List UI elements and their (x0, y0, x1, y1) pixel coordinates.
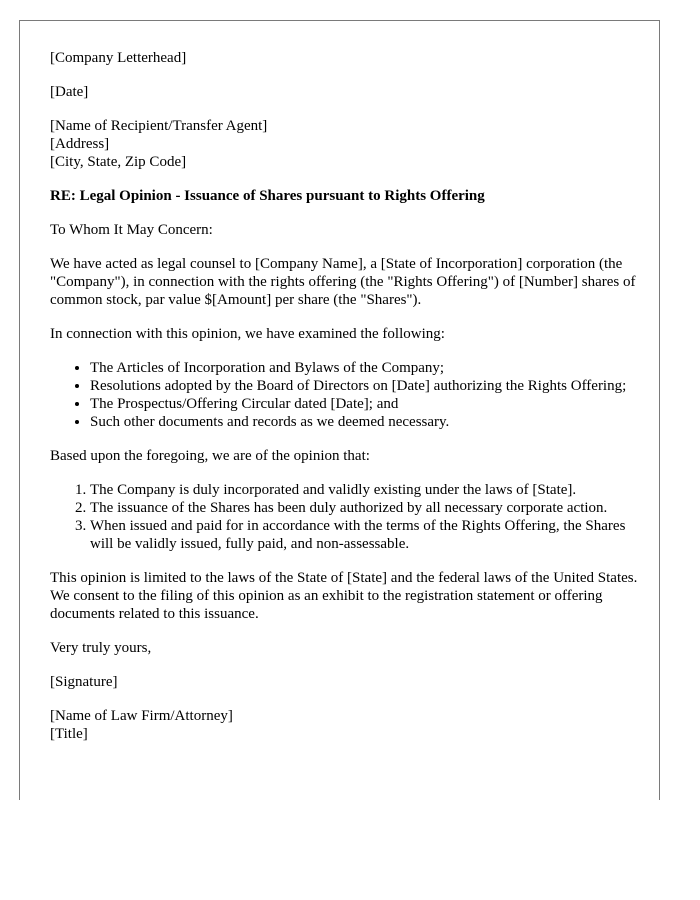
list-item: • The Prospectus/Offering Circular dated [Date]; and (90, 395, 640, 413)
recipient-address: [Address] (50, 136, 110, 152)
closing: Very truly yours, (50, 640, 152, 656)
signer-block (50, 707, 640, 743)
examined-intro: In connection with this opinion, we have examined the following: (50, 326, 445, 342)
letter-page (19, 20, 660, 800)
recipient-city: [City, State, Zip Code] (50, 154, 187, 170)
salutation: To Whom It May Concern: (50, 222, 213, 238)
list-item: 2. The issuance of the Shares has been duly authorized by all necessary corporate action. (90, 499, 640, 517)
letter-date: [Date] (50, 84, 89, 100)
examined-list (50, 359, 640, 431)
recipient-name: [Name of Recipient/Transfer Agent] (50, 118, 268, 134)
list-item: 3. When issued and paid for in accordance with the terms of the Rights Offering, the Shares will be validly issued, fully paid, and non-assessable. (90, 517, 640, 553)
opinion-list (50, 481, 640, 553)
list-item: • Resolutions adopted by the Board of Directors on [Date] authorizing the Rights Offering; (90, 377, 640, 395)
list-item: • Such other documents and records as we deemed necessary. (90, 413, 640, 431)
limitation-paragraph: This opinion is limited to the laws of the State of [State] and the federal laws of the United States. We consent to the filing of this opinion as an exhibit to the registration statement or offering documents related to this issuance. (50, 570, 638, 622)
signature: [Signature] (50, 674, 118, 690)
intro-paragraph: We have acted as legal counsel to [Company Name], a [State of Incorporation] corporation (the "Company"), in connection with the rights offering (the "Rights Offering") of [Number] shares of common stock, par value $[Amount] per share (the "Shares"). (50, 256, 636, 308)
opinion-intro: Based upon the foregoing, we are of the opinion that: (50, 448, 370, 464)
signer-firm: [Name of Law Firm/Attorney] (50, 708, 233, 724)
list-item: 1. The Company is duly incorporated and validly existing under the laws of [State]. (90, 481, 640, 499)
company-letterhead: [Company Letterhead] (50, 50, 187, 66)
recipient-block (50, 117, 640, 171)
signer-title: [Title] (50, 726, 88, 742)
re-line: RE: Legal Opinion - Issuance of Shares pursuant to Rights Offering (50, 188, 485, 204)
list-item: • The Articles of Incorporation and Bylaws of the Company; (90, 359, 640, 377)
letter-content (50, 49, 640, 759)
